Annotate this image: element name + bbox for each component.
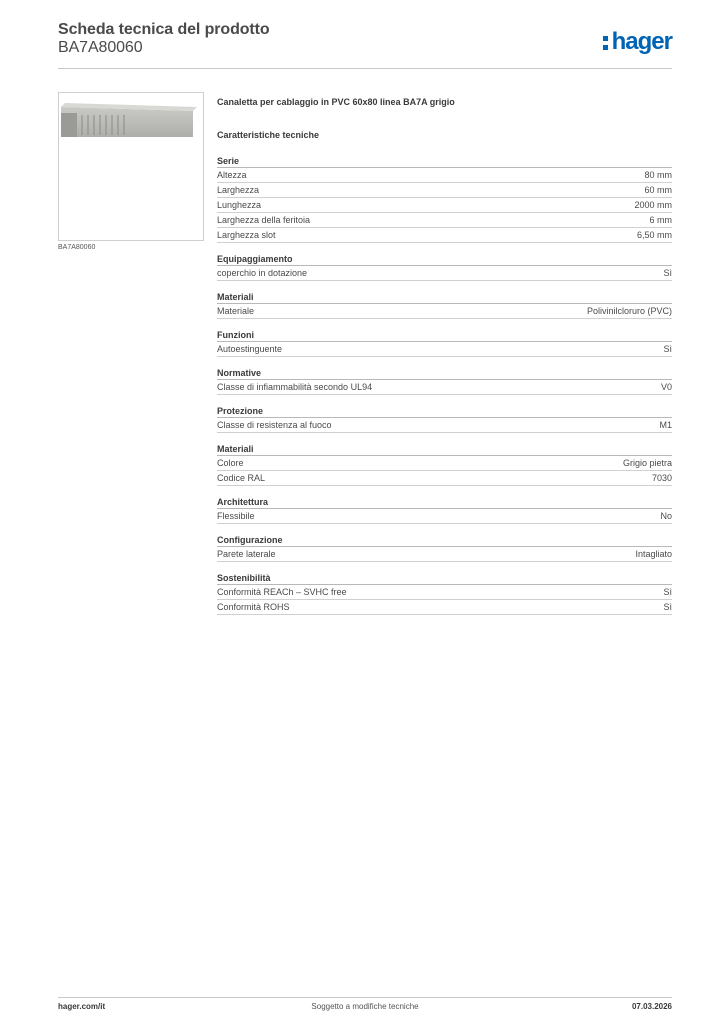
spec-row [217, 213, 672, 228]
spec-section [217, 443, 672, 486]
spec-row [217, 600, 672, 615]
product-code: BA7A80060 [58, 39, 143, 56]
page-header [58, 21, 672, 69]
spec-row [217, 380, 672, 395]
spec-label: Autoestinguente [217, 344, 283, 354]
section-title: Equipaggiamento [217, 253, 672, 266]
spec-row [217, 471, 672, 486]
spec-section [217, 534, 672, 562]
product-name: Canaletta per cablaggio in PVC 60x80 linea BA7A grigio [217, 97, 455, 107]
section-title: Normative [217, 367, 672, 380]
spec-label: Colore [217, 458, 244, 468]
spec-label: Altezza [217, 170, 247, 180]
spec-value: Sì [663, 344, 672, 354]
spec-row [217, 228, 672, 243]
spec-value: 6 mm [649, 215, 672, 225]
spec-value: 7030 [651, 473, 672, 483]
section-title: Architettura [217, 496, 672, 509]
spec-row [217, 266, 672, 281]
logo-colon-icon [603, 28, 610, 48]
tech-characteristics-title: Caratteristiche tecniche [217, 130, 320, 140]
spec-section [217, 155, 672, 243]
spec-label: Conformità REACh – SVHC free [217, 587, 347, 597]
spec-value: No [660, 511, 672, 521]
footer-website: hager.com/it [58, 1002, 106, 1011]
spec-value: 6,50 mm [636, 230, 672, 240]
section-title: Funzioni [217, 329, 672, 342]
spec-label: coperchio in dotazione [217, 268, 308, 278]
spec-value: Sì [663, 587, 672, 597]
spec-section [217, 253, 672, 281]
spec-row [217, 168, 672, 183]
logo-text: hager [611, 28, 672, 55]
image-caption: BA7A80060 [58, 244, 96, 251]
spec-label: Larghezza [217, 185, 260, 195]
spec-section [217, 496, 672, 524]
spec-label: Classe di resistenza al fuoco [217, 420, 332, 430]
footer-note: Soggetto a modifiche tecniche [311, 1002, 419, 1011]
spec-label: Conformità ROHS [217, 602, 290, 612]
spec-section [217, 291, 672, 319]
spec-value: 80 mm [644, 170, 672, 180]
document-title: Scheda tecnica del prodotto [58, 21, 270, 38]
spec-value: V0 [660, 382, 672, 392]
spec-label: Codice RAL [217, 473, 266, 483]
spec-sections [217, 155, 672, 615]
section-title: Materiali [217, 291, 672, 304]
section-title: Protezione [217, 405, 672, 418]
spec-row [217, 547, 672, 562]
spec-row [217, 585, 672, 600]
spec-row [217, 183, 672, 198]
spec-value: Sì [663, 602, 672, 612]
spec-value: Polivinilcloruro (PVC) [586, 306, 672, 316]
spec-row [217, 342, 672, 357]
spec-row [217, 509, 672, 524]
spec-value: 60 mm [644, 185, 672, 195]
spec-section [217, 405, 672, 433]
product-image [58, 92, 204, 241]
spec-label: Parete laterale [217, 549, 276, 559]
spec-label: Larghezza della feritoia [217, 215, 311, 225]
section-title: Serie [217, 155, 672, 168]
footer-date: 07.03.2026 [631, 1002, 672, 1011]
section-title: Materiali [217, 443, 672, 456]
spec-label: Lunghezza [217, 200, 262, 210]
spec-label: Larghezza slot [217, 230, 276, 240]
spec-value: Sì [663, 268, 672, 278]
spec-label: Materiale [217, 306, 255, 316]
technical-sheet [217, 96, 672, 615]
spec-value: Grigio pietra [622, 458, 672, 468]
spec-row [217, 198, 672, 213]
spec-section [217, 329, 672, 357]
spec-value: 2000 mm [634, 200, 672, 210]
spec-section [217, 572, 672, 615]
hager-logo [603, 28, 672, 56]
section-title: Sostenibilità [217, 572, 672, 585]
spec-row [217, 456, 672, 471]
page-footer [58, 997, 672, 1013]
spec-value: M1 [659, 420, 672, 430]
spec-value: Intagliato [635, 549, 672, 559]
cable-trunking-image [59, 93, 203, 240]
spec-label: Flessibile [217, 511, 255, 521]
section-title: Configurazione [217, 534, 672, 547]
spec-section [217, 367, 672, 395]
spec-row [217, 304, 672, 319]
spec-label: Classe di infiammabilità secondo UL94 [217, 382, 373, 392]
spec-row [217, 418, 672, 433]
